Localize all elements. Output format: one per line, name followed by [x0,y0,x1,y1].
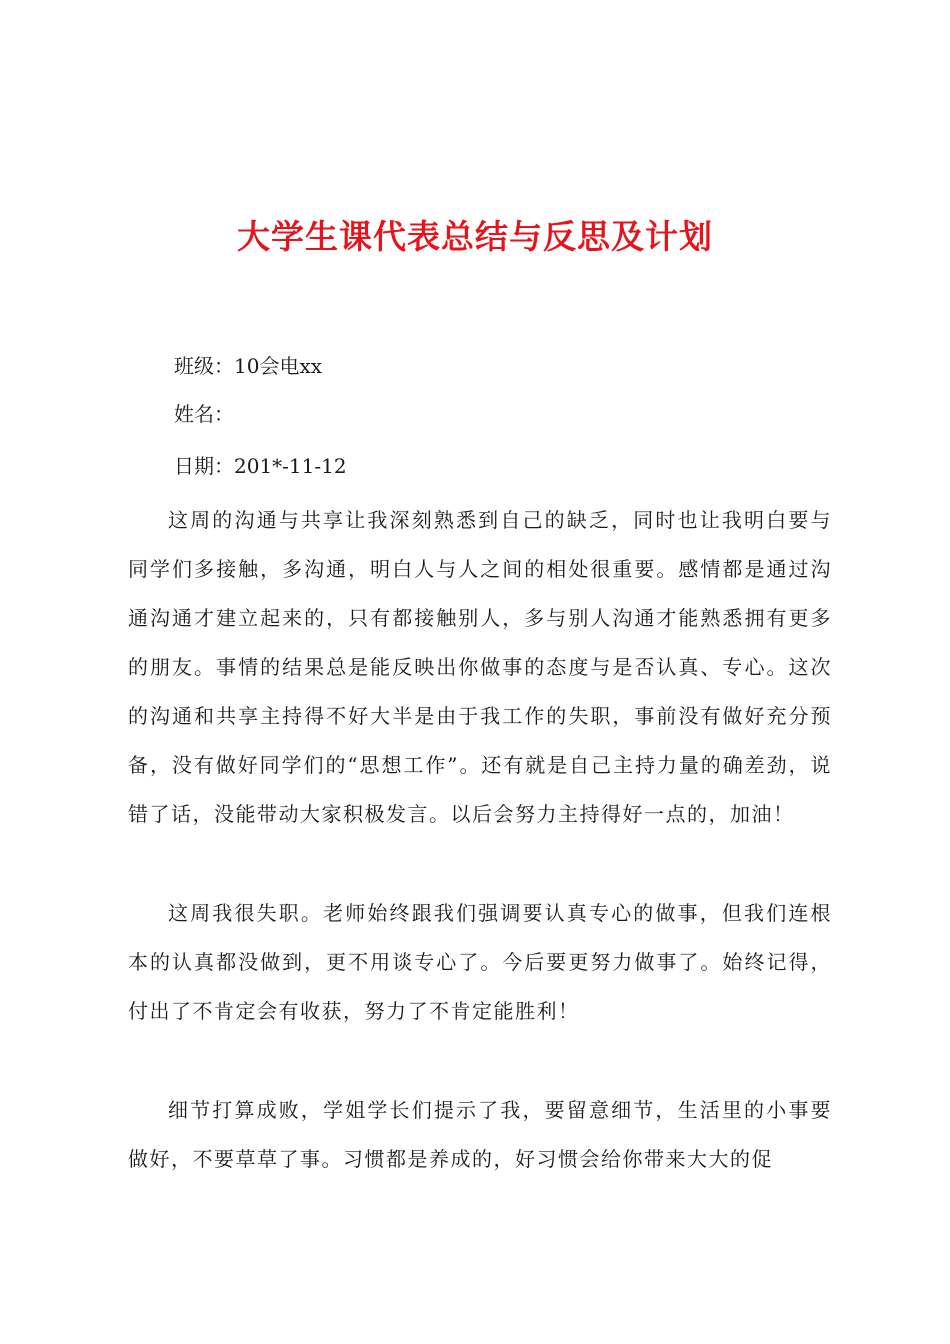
name-line: 姓名： [174,402,234,426]
date-line: 日期：201*-11-12 [174,454,347,478]
class-line: 班级：10会电xx [174,354,323,378]
body-paragraph-1: 这周的沟通与共享让我深刻熟悉到自己的缺乏，同时也让我明白要与同学们多接触，多沟通，明白人与人之间的相处很重要。感情都是通过沟通沟通才建立起来的，只有都接触别人，多与别人沟通才能熟悉拥有更多的朋友。事情的结果总是能反映出你做事的态度与是否认真、专心。这次的沟通和共享主持得不好大半是由于我工作的失职，事前没有做好充分预备，没有做好同学们的“思想工作”。还有就是自己主持力量的确差劲，说错了话，没能带动大家积极发言。以后会努力主持得好一点的，加油！ [128,508,832,826]
body-paragraph-3: 细节打算成败，学姐学长们提示了我，要留意细节，生活里的小事要做好，不要草草了事。习惯都是养成的，好习惯会给你带来大大的促 [128,1098,832,1171]
body-paragraph-2: 这周我很失职。老师始终跟我们强调要认真专心的做事，但我们连根本的认真都没做到，更不用谈专心了。今后要更努力做事了。始终记得，付出了不肯定会有收获，努力了不肯定能胜利！ [128,901,832,1023]
document-title: 大学生课代表总结与反思及计划 [237,217,713,256]
